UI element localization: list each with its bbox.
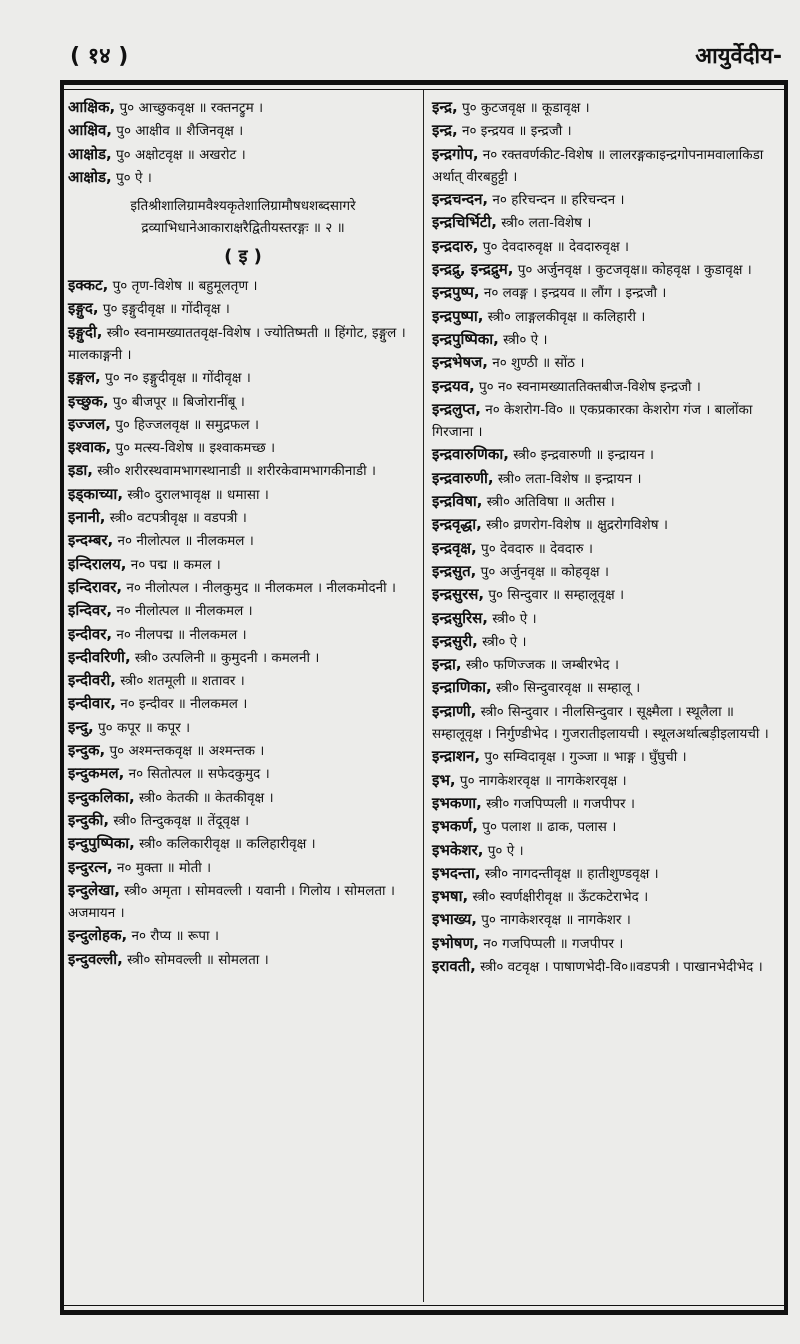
entry-definition: स्त्री० अतिविषा ॥ अतीस । [482, 494, 615, 511]
entry-headword: इभकर्ण, [432, 817, 478, 836]
entry-definition: पु० अक्षोटवृक्ष ॥ अखरोट । [111, 146, 246, 163]
entry-definition: स्त्री० फणिज्जक ॥ जम्बीरभेद । [461, 657, 620, 674]
dictionary-entry [432, 490, 782, 513]
dictionary-entry [432, 537, 782, 560]
entry-headword: इन्द्रचन्दन, [432, 190, 489, 209]
entry-definition: पु० इङ्गुदीवृक्ष ॥ गोंदीवृक्ष । [98, 301, 230, 318]
dictionary-entry [432, 188, 782, 211]
entry-definition: स्त्री० लता-विशेष ॥ इन्द्रायन । [493, 470, 642, 487]
entry-definition: पु० न० इङ्गुदीवृक्ष ॥ गोंदीवृक्ष । [100, 370, 251, 387]
entry-headword: इन्द्राणिका, [432, 678, 492, 697]
entry-definition: स्त्री० अमृता । सोमवल्ली । यवानी । गिलोय । सोमलता । अजमायन । [68, 882, 395, 922]
entry-headword: इन्द्रपुष्पिका, [432, 329, 499, 348]
dictionary-entry [68, 143, 418, 166]
dictionary-entry [68, 809, 418, 832]
entry-headword: इन्द्रवृद्धा, [432, 515, 482, 534]
dictionary-entry [68, 716, 418, 739]
entry-headword: इन्दुकमल, [68, 764, 125, 783]
entry-definition: इतिश्रीशालिग्रामवैश्यकृतेशालिग्रामौषधशब्दसागरे द्रव्याभिधानेआकाराक्षरैद्वितीयस्तरङ्गः ॥ २ ॥ [130, 198, 356, 237]
entry-headword: इभदन्ता, [432, 863, 481, 882]
dictionary-entry [432, 258, 782, 281]
entry-headword: इभोषण, [432, 933, 480, 952]
dictionary-entry [68, 762, 418, 785]
entry-headword: आक्षिक, [68, 98, 116, 116]
entry-definition: न० रौप्य ॥ रूपा । [127, 928, 219, 945]
dictionary-entry [68, 924, 418, 947]
entry-definition: न० सितोत्पल ॥ सफेदकुमुद । [124, 766, 270, 783]
entry-definition: पु० नागकेशरवृक्ष ॥ नागकेशर । [476, 912, 631, 929]
entry-definition: स्त्री० व्रणरोग-विशेष ॥ क्षुद्ररोगविशेष । [481, 517, 668, 534]
dictionary-entry [68, 506, 418, 529]
entry-definition: पु० सम्विदावृक्ष । गुञ्जा ॥ भाङ्ग । घुँघुची । [480, 749, 687, 766]
entry-headword: इन्दीवर, [68, 624, 113, 643]
entry-definition: स्त्री० तिन्दुकवृक्ष ॥ तेंदूवृक्ष । [109, 812, 250, 829]
dictionary-entry [68, 623, 418, 646]
entry-headword: इड्काच्या, [68, 484, 124, 503]
column-divider [423, 90, 424, 1302]
entry-definition: पु० तृण-विशेष ॥ बहुमूलतृण । [108, 278, 258, 295]
entry-definition: स्त्री० इन्द्रवारुणी ॥ इन्द्रायन । [509, 447, 654, 464]
entry-definition: पु० अर्जुनवृक्ष । कुटजवृक्ष॥ कोहवृक्ष । कुडावृक्ष । [513, 262, 752, 279]
dictionary-entry [432, 908, 782, 931]
entry-headword: इन्द्रपुष्प, [432, 283, 480, 302]
dictionary-entry [68, 879, 418, 925]
entry-definition: न० मुक्ता ॥ मोती । [112, 859, 212, 876]
dictionary-entry [68, 413, 418, 436]
entry-definition: न० रक्तवर्णकीट-विशेष ॥ लालरङ्गकाइन्द्रगोपनामवालाकिडा अर्थात् वीरबहुट्टी । [432, 146, 764, 185]
entry-headword: इन्दुवल्ली, [68, 949, 123, 968]
dictionary-entry [432, 560, 782, 583]
entry-definition: पु० अर्जुनवृक्ष ॥ कोहवृक्ष । [476, 563, 609, 580]
entry-definition: पु० आच्छुकवृक्ष ॥ रक्तनट्रुम । [115, 100, 264, 116]
entry-definition: पु० बीजपूर ॥ बिजोरानींबू । [108, 393, 245, 410]
entry-definition: पु० ऐ । [483, 842, 524, 859]
entry-headword: इन्द्र, [432, 98, 458, 116]
dictionary-entry [68, 646, 418, 669]
dictionary-entry [432, 375, 782, 398]
dictionary-entry [68, 274, 418, 297]
entry-definition: न० गजपिप्पली ॥ गजपीपर । [479, 935, 624, 952]
dictionary-entry [68, 166, 418, 189]
entry-headword: इन्दीवरी, [68, 671, 116, 690]
entry-definition: पु० हिज्जलवृक्ष ॥ समुद्रफल । [110, 416, 259, 433]
entry-definition: न० इन्दीवर ॥ नीलकमल । [115, 696, 248, 713]
entry-headword: इभाख्य, [432, 910, 477, 929]
entry-headword: इन्द्रा, [432, 655, 462, 674]
dictionary-entry [432, 443, 782, 466]
entry-definition: स्त्री० ऐ । [477, 633, 527, 650]
entry-headword: इन्द्रसुरिस, [432, 608, 488, 627]
entry-definition: स्त्री० लता-विशेष । [496, 215, 592, 232]
entry-headword: इन्द्र, [432, 121, 458, 140]
dictionary-entry [432, 885, 782, 908]
entry-definition: स्त्री० नागदन्तीवृक्ष ॥ हातीशुण्डवृक्ष । [480, 865, 659, 882]
entry-headword: इन्द्राशन, [432, 747, 481, 766]
dictionary-entry [68, 459, 418, 482]
entry-definition: स्त्री० कलिकारीवृक्ष ॥ कलिहारीवृक्ष । [134, 836, 316, 853]
dictionary-entry [68, 366, 418, 389]
entry-headword: इन्द्रवारुणिका, [432, 445, 509, 464]
entry-definition: पु० नागकेशरवृक्ष ॥ नागकेशरवृक्ष । [455, 772, 627, 789]
entry-definition: स्त्री० शरीरस्थवामभागस्थानाडी ॥ शरीरकेवामभागकीनाडी । [92, 463, 376, 480]
entry-definition: पु० कपूर ॥ कपूर । [93, 719, 191, 736]
entry-definition: न० नीलोत्पल ॥ नीलकमल । [112, 603, 253, 620]
dictionary-entry [432, 328, 782, 351]
entry-definition: पु० पलाश ॥ ढाक, पलास । [477, 819, 617, 836]
dictionary-entry [68, 576, 418, 599]
entry-definition: स्त्री० शतमूली ॥ शतावर । [115, 673, 245, 690]
entry-headword: इन्दुरत्न, [68, 857, 113, 876]
dictionary-entry [432, 119, 782, 142]
dictionary-entry [432, 792, 782, 815]
dictionary-entry [432, 676, 782, 699]
entry-headword: इन्दुपुष्पिका, [68, 834, 135, 853]
left-column [68, 96, 418, 971]
entry-headword: इन्द्रलुप्त, [432, 399, 482, 418]
entry-definition: न० लवङ्ग । इन्द्रयव ॥ लौंग । इन्द्रजौ । [479, 285, 667, 302]
entry-headword: इरावती, [432, 956, 476, 975]
entry-headword: इन्दुकी, [68, 810, 110, 829]
entry-definition: पु० न० स्वनामख्याततिक्तबीज-विशेष इन्द्रजौ । [474, 378, 701, 395]
entry-definition: स्त्री० स्वनामख्याततवृक्ष-विशेष । ज्योतिष्मती ॥ हिंगोट, इङ्गुल । मालकाङ्गनी । [68, 324, 406, 363]
entry-definition: न० केशरोग-वि० ॥ एकप्रकारका केशरोग गंज । बालोंका गिरजाना । [432, 401, 753, 441]
entry-headword: इन्द्रचिर्भिटी, [432, 213, 497, 232]
dictionary-entry [432, 398, 782, 444]
dictionary-entry [432, 607, 782, 630]
dictionary-entry [68, 297, 418, 320]
entry-definition: स्त्री० ऐ । [498, 331, 548, 348]
entry-definition: पु० देवदारुवृक्ष ॥ देवदारुवृक्ष । [478, 238, 630, 255]
dictionary-entry [68, 96, 418, 119]
entry-headword: इङ्गल, [68, 368, 101, 387]
entry-headword: इन्द्रसुत, [432, 561, 477, 580]
entry-definition: स्त्री० स्वर्णक्षीरीवृक्ष ॥ ऊँटकटेराभेद । [468, 889, 649, 906]
entry-definition: स्त्री० सिन्दुवारवृक्ष ॥ सम्हालू । [491, 680, 641, 697]
dictionary-entry [432, 630, 782, 653]
entry-headword: आक्षोड, [68, 144, 112, 163]
dictionary-entry [68, 669, 418, 692]
dictionary-entry [432, 745, 782, 768]
entry-definition: न० नीलोत्पल ॥ नीलकमल । [113, 533, 254, 550]
entry-headword: इन्द्रद्रु, इन्द्रद्रुम, [432, 260, 514, 279]
entry-definition: न० शुण्ठी ॥ सोंठ । [488, 355, 585, 372]
entry-headword: इन्द्रवृक्ष, [432, 538, 477, 557]
entry-headword: इन्द्रयव, [432, 376, 475, 395]
dictionary-entry [68, 119, 418, 142]
entry-headword: इन्द्राणी, [432, 701, 477, 720]
entry-headword: इन्दु, [68, 717, 94, 736]
dictionary-entry [68, 599, 418, 622]
page-number: ( १४ ) [70, 44, 129, 69]
entry-definition: न० इन्द्रयव ॥ इन्द्रजौ । [457, 123, 572, 140]
dictionary-entry [432, 583, 782, 606]
entry-headword: आक्षिव, [68, 121, 113, 140]
entry-definition: स्त्री० लाङ्गलकीवृक्ष ॥ कलिहारी । [483, 308, 646, 325]
dictionary-entry [68, 856, 418, 879]
entry-headword: इन्दीवरिणी, [68, 647, 131, 666]
entry-headword: इनानी, [68, 508, 106, 527]
entry-headword: इभकेशर, [432, 840, 484, 859]
entry-definition: स्त्री० उत्पलिनी ॥ कुमुदनी । कमलनी । [130, 649, 320, 666]
dictionary-entry [68, 692, 418, 715]
dictionary-entry [68, 246, 418, 268]
entry-headword: इच्छुक, [68, 391, 109, 410]
entry-headword: इन्दम्बर, [68, 531, 114, 550]
entry-headword: इभषा, [432, 887, 469, 906]
entry-headword: इन्दिरावर, [68, 577, 123, 596]
entry-definition: न० पद्म ॥ कमल । [126, 556, 221, 573]
dictionary-entry [432, 932, 782, 955]
entry-definition: न० हरिचन्दन ॥ हरिचन्दन । [488, 192, 625, 209]
dictionary-entry [432, 955, 782, 978]
entry-definition: पु० आक्षीव ॥ शैजिनवृक्ष । [112, 123, 244, 140]
dictionary-entry [68, 786, 418, 809]
dictionary-entry [432, 467, 782, 490]
entry-definition: स्त्री० वटवृक्ष । पाषाणभेदी-वि०॥वडपत्री । पाखानभेदीभेद । [475, 958, 763, 975]
entry-definition: स्त्री० सोमवल्ली ॥ सोमलता । [122, 951, 269, 968]
entry-headword: इन्द्रसुरस, [432, 585, 485, 604]
entry-headword: इन्दुलोहक, [68, 926, 128, 945]
entry-definition: पु० मत्स्य-विशेष ॥ इश्वाकमच्छ । [111, 440, 276, 457]
dictionary-entry [432, 839, 782, 862]
entry-headword: इक्कट, [68, 276, 109, 295]
entry-headword: इङ्गुदी, [68, 322, 103, 341]
dictionary-entry [68, 832, 418, 855]
dictionary-entry [68, 436, 418, 459]
entry-headword: इन्द्रवारुणी, [432, 468, 494, 487]
entry-definition: पु० देवदारु ॥ देवदारु । [476, 540, 593, 557]
entry-definition: स्त्री० केतकी ॥ केतकीवृक्ष । [134, 789, 274, 806]
dictionary-entry [68, 195, 418, 240]
entry-headword: इन्दिवर, [68, 601, 113, 620]
entry-headword: इज्जल, [68, 414, 111, 433]
dictionary-entry [68, 390, 418, 413]
dictionary-entry [432, 653, 782, 676]
entry-definition: स्त्री० ऐ । [487, 610, 537, 627]
entry-definition: पु० सिन्दुवार ॥ सम्हालूवृक्ष । [484, 587, 625, 604]
dictionary-entry [68, 321, 418, 367]
dictionary-entry [68, 553, 418, 576]
entry-headword: आक्षोड, [68, 167, 112, 186]
dictionary-entry [432, 143, 782, 189]
entry-definition: पु० ऐ । [111, 169, 152, 186]
entry-headword: इन्दुक, [68, 741, 106, 760]
entry-headword: इन्द्रभेषज, [432, 353, 489, 372]
entry-headword: इभकणा, [432, 793, 482, 812]
entry-headword: इङ्गुद, [68, 299, 99, 318]
entry-definition: स्त्री० गजपिप्पली ॥ गजपीपर । [481, 795, 635, 812]
entry-headword: इन्द्रसुरी, [432, 631, 478, 650]
entry-definition: ( इ ) [224, 245, 262, 267]
entry-headword: इन्द्रदारु, [432, 236, 479, 255]
entry-definition: स्त्री० सिन्दुवार । नीलसिन्दुवार । सूक्ष्मैला । स्थूलैला ॥ सम्हालूवृक्ष । निर्गुण्डीभेद । गुजरातीइलायची । स्थूलअर्थात्बड़ीइलायची । [432, 703, 769, 743]
dictionary-entry [432, 281, 782, 304]
entry-headword: इन्द्रपुष्पा, [432, 306, 484, 325]
dictionary-entry [432, 211, 782, 234]
entry-definition: न० नीलपद्म ॥ नीलकमल । [112, 626, 247, 643]
entry-definition: पु० कुटजवृक्ष ॥ कूडावृक्ष । [457, 100, 590, 116]
entry-headword: इश्वाक, [68, 438, 112, 457]
dictionary-entry [432, 513, 782, 536]
entry-headword: इडा, [68, 461, 93, 480]
dictionary-entry [432, 96, 782, 119]
dictionary-entry [432, 235, 782, 258]
dictionary-entry [432, 305, 782, 328]
entry-headword: इन्द्रगोप, [432, 144, 479, 163]
dictionary-entry [68, 739, 418, 762]
entry-headword: इभ, [432, 770, 456, 789]
dictionary-entry [68, 529, 418, 552]
running-title: आयुर्वेदीय- [695, 44, 782, 69]
page-header [30, 10, 782, 69]
dictionary-entry [68, 483, 418, 506]
entry-definition: स्त्री० दुरालभावृक्ष ॥ धमासा । [123, 486, 269, 503]
entry-headword: इन्द्रविषा, [432, 492, 483, 511]
entry-headword: इन्दुकलिका, [68, 787, 135, 806]
entry-definition: स्त्री० वटपत्रीवृक्ष ॥ वडपत्री । [105, 510, 247, 527]
entry-headword: इन्दिरालय, [68, 554, 127, 573]
dictionary-entry [68, 948, 418, 971]
dictionary-entry [432, 862, 782, 885]
dictionary-entry [432, 700, 782, 746]
entry-definition: पु० अश्मन्तकवृक्ष ॥ अश्मन्तक । [105, 743, 265, 760]
right-column [432, 96, 782, 978]
dictionary-entry [432, 769, 782, 792]
entry-headword: इन्दुलेखा, [68, 880, 120, 899]
entry-definition: न० नीलोत्पल । नीलकुमुद ॥ नीलकमल । नीलकमोदनी । [122, 579, 397, 596]
entry-headword: इन्दीवार, [68, 694, 116, 713]
dictionary-entry [432, 815, 782, 838]
dictionary-entry [432, 351, 782, 374]
